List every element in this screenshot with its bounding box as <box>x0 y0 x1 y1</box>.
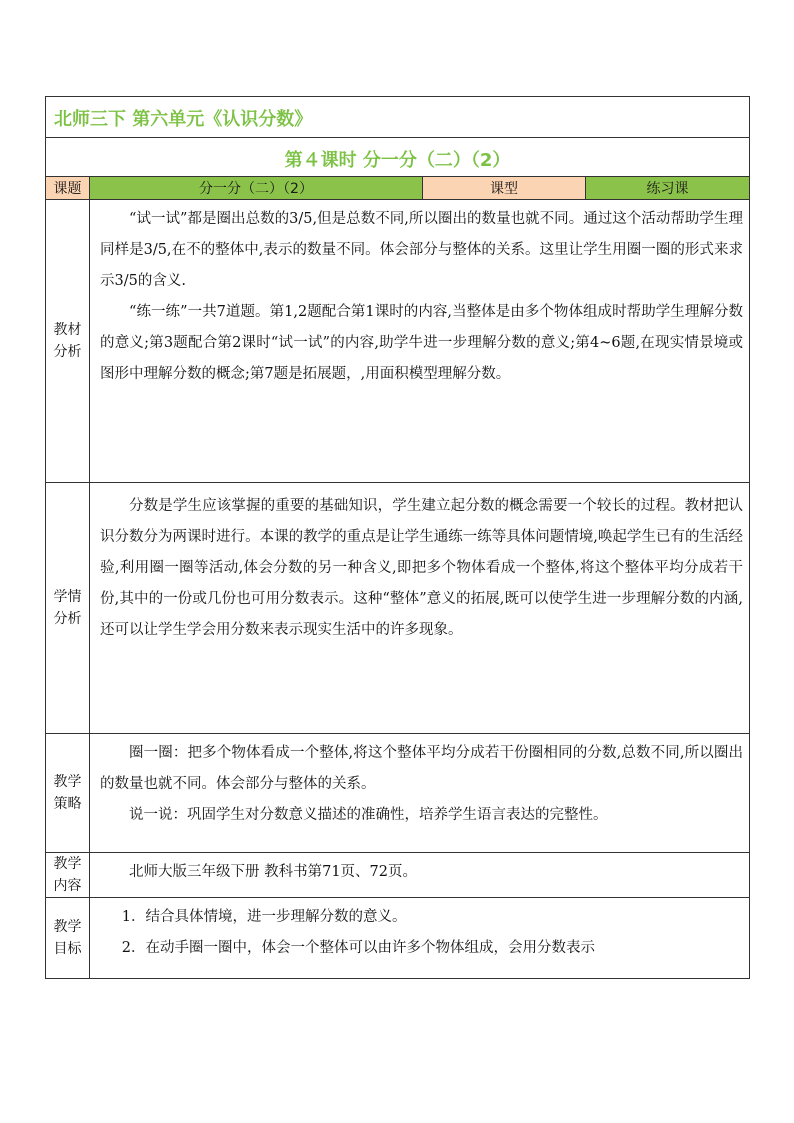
goals-para-2: 2．在动手圈一圈中，体会一个整体可以由许多个物体组成，会用分数表示 <box>121 940 595 956</box>
textbook-para-1: “试一试”都是圈出总数的3/5,但是总数不同,所以圈出的数量也就不同。通过这个活动帮助学生理同样是3/5,在不的整体中,表示的数量不同。体会部分与整体的关系。这里让学生用圈一圈的形式来求示3/5的含义. <box>100 211 743 289</box>
info-row <box>46 177 750 200</box>
textbook-label: 教材分析 <box>53 322 82 360</box>
section-label <box>46 853 90 898</box>
section-goals <box>46 898 750 979</box>
textbook-body <box>90 200 750 483</box>
goals-label: 教学目标 <box>53 919 82 957</box>
section-strategy <box>46 734 750 853</box>
lesson-plan-sheet <box>45 96 749 979</box>
unit-title: 北师三下 第六单元《认识分数》 <box>54 109 313 130</box>
lesson-title-cell <box>46 138 750 177</box>
section-students <box>46 483 750 734</box>
students-para-1: 分数是学生应该掌握的重要的基础知识，学生建立起分数的概念需要一个较长的过程。教材把认识分数分为两课时进行。本课的教学的重点是让学生通练一练等具体问题情境,唤起学生已有的生活经验,利用圈一圈等活动,体会分数的另一种含义,即把多个物体看成一个整体,将这个整体平均分成若干份,其中的一份或几份也可用分数表示。这种“整体”意义的拓展,既可以使学生进一步理解分数的内涵,还可以让学生学会用分数来表示现实生活中的许多现象。 <box>100 498 743 638</box>
section-label <box>46 898 90 979</box>
content-body <box>90 853 750 898</box>
strategy-label: 教学策略 <box>53 774 82 812</box>
type-value: 练习课 <box>586 177 750 200</box>
strategy-para-2: 说一说：巩固学生对分数意义描述的准确性，培养学生语言表达的完整性。 <box>129 807 608 823</box>
strategy-body <box>90 734 750 853</box>
lesson-plan-table <box>45 96 750 979</box>
content-label: 教学内容 <box>53 856 82 894</box>
content-para-1: 北师大版三年级下册 教科书第71页、72页。 <box>129 864 418 880</box>
unit-title-cell <box>46 97 750 138</box>
textbook-para-2: “练一练”一共7道题。第1,2题配合第1课时的内容,当整体是由多个物体组成时帮助学生理解分数的意义;第3题配合第2课时“试一试”的内容,助学牛进一步理解分数的意义;第4~6题,在现实情景境或图形中理解分数的概念;第7题是拓展题，,用面积模型理解分数。 <box>100 304 743 382</box>
section-label <box>46 200 90 483</box>
topic-label: 课题 <box>46 177 90 200</box>
goals-body <box>90 898 750 979</box>
section-label <box>46 734 90 853</box>
section-textbook <box>46 200 750 483</box>
goals-para-1: 1．结合具体情境，进一步理解分数的意义。 <box>121 909 407 925</box>
strategy-para-1: 圈一圈：把多个物体看成一个整体,将这个整体平均分成若干份圈相同的分数,总数不同,所以圈出的数量也就不同。体会部分与整体的关系。 <box>100 745 743 792</box>
students-body <box>90 483 750 734</box>
topic-value: 分一分（二）（2） <box>90 177 423 200</box>
students-label: 学情分析 <box>53 589 82 627</box>
section-label <box>46 483 90 734</box>
section-content <box>46 853 750 898</box>
type-label: 课型 <box>423 177 586 200</box>
lesson-title: 第４课时 分一分（二）（2） <box>284 150 511 171</box>
